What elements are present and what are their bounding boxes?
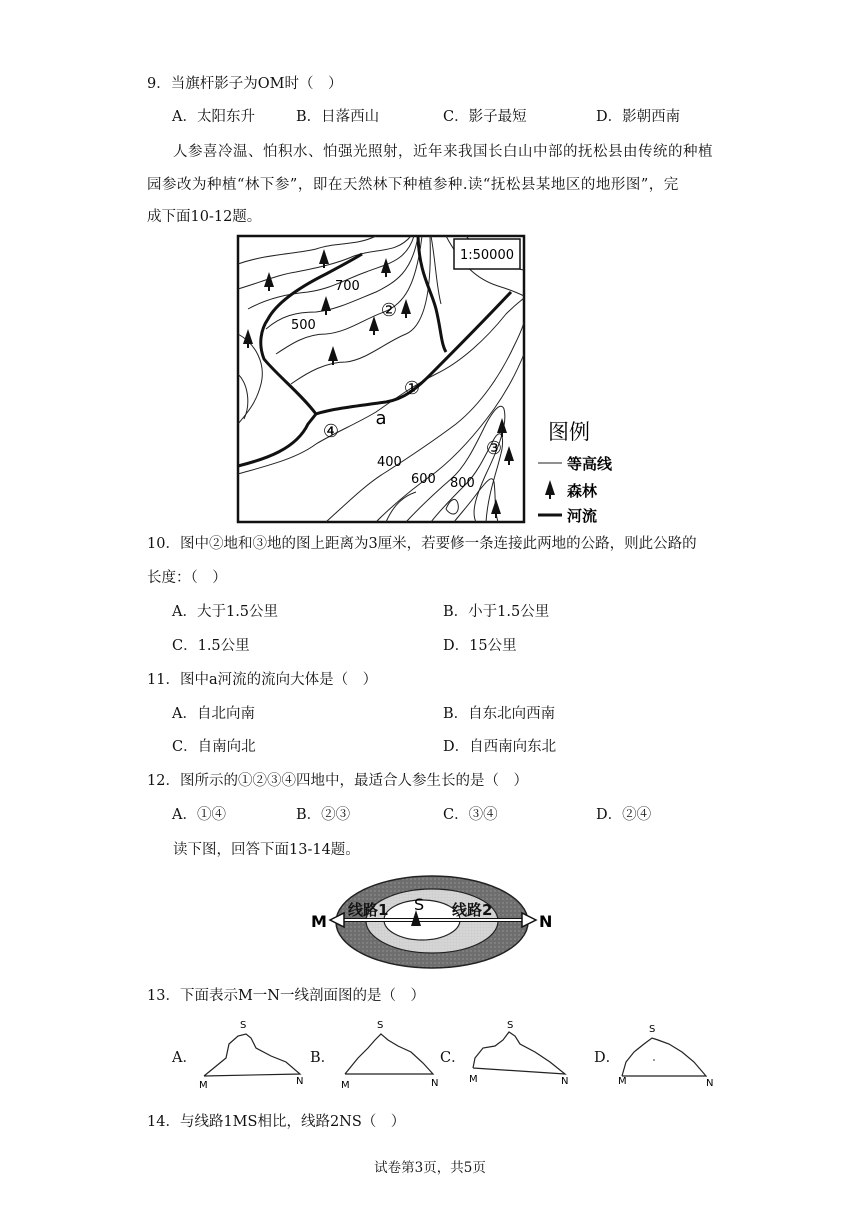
q9-option-c: C．影子最短	[443, 109, 527, 125]
q11-option-d: D．自西南向东北	[443, 739, 557, 755]
route-1-label: 线路1	[348, 901, 389, 919]
point-2: ②	[380, 300, 398, 321]
point-1: ①	[403, 378, 421, 399]
q10-option-c: C．1.5公里	[172, 638, 250, 654]
q11-stem: 11．图中a河流的流向大体是（ ）	[147, 672, 378, 688]
profile-d-m: M	[618, 1076, 627, 1087]
summit-s: S	[414, 895, 425, 914]
profile-b-m: M	[341, 1080, 350, 1090]
profile-a-n: N	[296, 1076, 304, 1087]
intro-13-14: 读下图，回答下面13-14题。	[173, 842, 360, 858]
q9-option-a: A．太阳东升	[172, 109, 255, 125]
q11-option-b: B．自东北向西南	[443, 706, 556, 722]
q9-option-b: B．日落西山	[296, 109, 380, 125]
q13-option-c: C．	[440, 1050, 466, 1066]
legend-forest-icon	[545, 480, 555, 499]
q9-option-d: D．影朝西南	[596, 109, 681, 125]
profile-d	[614, 1018, 724, 1090]
contour-label-800: 800	[450, 476, 475, 491]
q12-option-b: B．②③	[296, 807, 351, 823]
q13-option-d: D．	[594, 1050, 621, 1066]
q10-option-a: A．大于1.5公里	[172, 604, 279, 620]
q10-stem-line-2: 长度：（ ）	[147, 570, 227, 586]
route-2-label: 线路2	[452, 901, 493, 919]
passage-line-2: 园参改为种植“林下参”，即在天然林下种植参种.读“抚松县某地区的地形图”，完	[147, 177, 679, 193]
contour-label-600: 600	[411, 472, 436, 487]
legend-contour-label: 等高线	[567, 455, 613, 473]
contour-label-700: 700	[335, 279, 360, 294]
river-label-a: a	[375, 408, 387, 429]
q14-stem: 14．与线路1MS相比，线路2NS（ ）	[147, 1114, 406, 1130]
q9-stem: 9．当旗杆影子为OM时（ ）	[147, 76, 343, 92]
legend-title: 图例	[548, 420, 590, 444]
passage-line-1: 人参喜冷温、怕积水、怕强光照射，近年来我国长白山中部的抚松县由传统的种植	[173, 144, 713, 160]
contour-label-500: 500	[291, 318, 316, 333]
q12-option-a: A．①④	[172, 807, 226, 823]
q10-stem-line-1: 10．图中②地和③地的图上距离为3厘米，若要修一条连接此两地的公路，则此公路的	[147, 536, 697, 552]
profile-c-n: N	[561, 1076, 569, 1087]
map-scale: 1:50000	[459, 248, 515, 263]
q12-stem: 12．图所示的①②③④四地中，最适合人参生长的是（ ）	[147, 773, 528, 789]
q11-option-c: C．自南向北	[172, 739, 256, 755]
contour-label-400: 400	[377, 455, 402, 470]
q13-stem: 13．下面表示M一N一线剖面图的是（ ）	[147, 988, 425, 1004]
profile-a-m: M	[199, 1080, 208, 1090]
profile-c	[465, 1018, 585, 1090]
legend-forest-label: 森林	[567, 482, 598, 500]
page-footer: 试卷第3页，共5页	[374, 1160, 486, 1176]
q12-option-d: D．②④	[596, 807, 652, 823]
q11-option-a: A．自北向南	[172, 706, 255, 722]
profile-b-n: N	[431, 1078, 439, 1089]
point-m: M	[311, 912, 327, 931]
q10-option-d: D．15公里	[443, 638, 517, 654]
passage-line-3: 成下面10-12题。	[147, 209, 262, 225]
profile-c-m: M	[469, 1074, 478, 1085]
q13-option-b: B．	[310, 1050, 336, 1066]
profile-d-s: S	[649, 1024, 656, 1035]
profile-d-n: N	[706, 1078, 714, 1089]
map-frame	[238, 236, 524, 522]
q10-option-b: B．小于1.5公里	[443, 604, 550, 620]
q12-option-c: C．③④	[443, 807, 498, 823]
profile-b	[333, 1018, 443, 1090]
legend-river-label: 河流	[567, 507, 598, 525]
point-3: ③	[485, 438, 503, 459]
topographic-map	[236, 234, 636, 526]
point-n: N	[539, 912, 553, 931]
profile-b-s: S	[377, 1020, 384, 1031]
profile-a	[196, 1018, 306, 1090]
profile-c-s: S	[507, 1020, 514, 1031]
profile-a-s: S	[240, 1020, 247, 1031]
q13-option-a: A．	[172, 1050, 197, 1066]
point-4: ④	[322, 421, 340, 442]
arrow-right-icon	[522, 913, 536, 927]
route-diagram	[310, 874, 560, 970]
